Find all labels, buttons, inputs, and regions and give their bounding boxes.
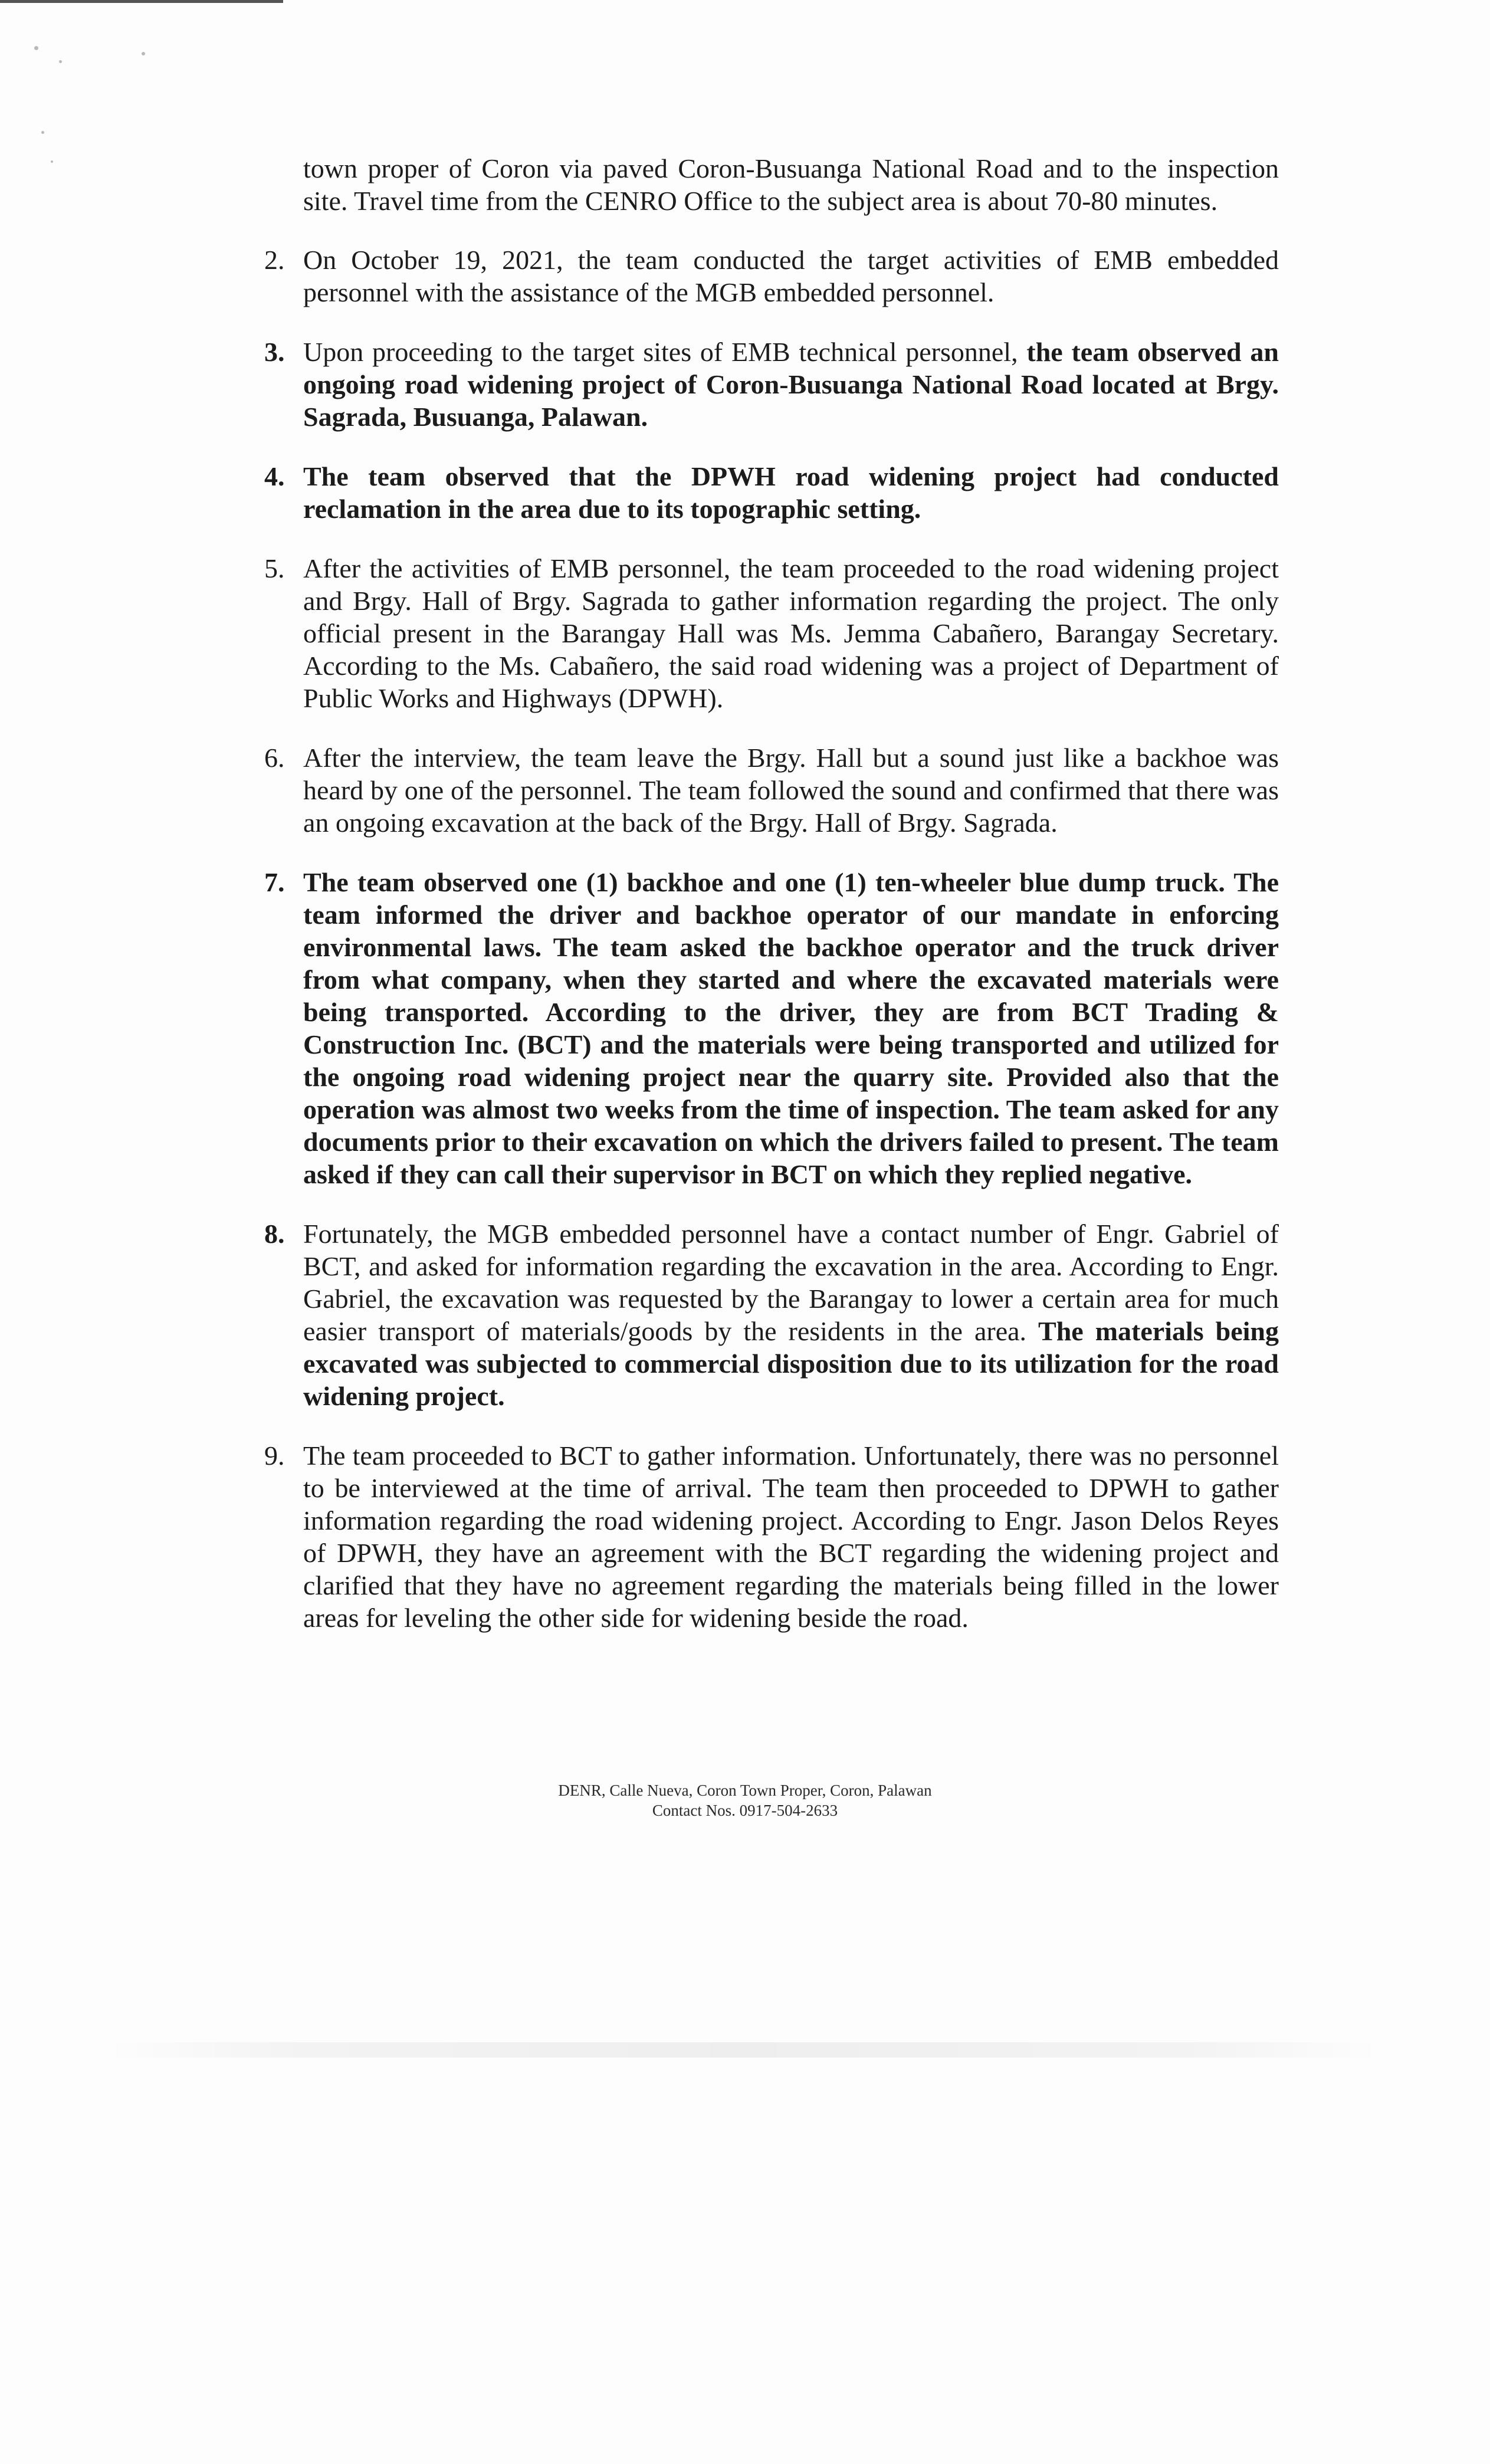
list-item xyxy=(264,244,1279,309)
list-item-text xyxy=(303,460,1279,525)
list-item-text xyxy=(303,1218,1279,1412)
list-item xyxy=(264,552,1279,714)
scan-bleed-through xyxy=(106,2042,1380,2058)
scan-speck xyxy=(51,160,53,163)
list-item-number: 6. xyxy=(264,743,285,773)
page-footer xyxy=(0,1780,1490,1820)
list-item-text xyxy=(303,1439,1279,1634)
text-segment: On October 19, 2021, the team conducted the target activities of EMB embedded personnel with the assistance of the MGB embedded personnel. xyxy=(303,245,1279,307)
list-item xyxy=(264,1218,1279,1412)
list-item-number: 2. xyxy=(264,245,285,275)
scan-speck xyxy=(34,46,38,50)
continuation-paragraph: town proper of Coron via paved Coron-Busuanga National Road and to the inspection site. Travel time from the CENRO Office to the subject area is about 70-80 minutes. xyxy=(303,153,1279,216)
text-segment: The team proceeded to BCT to gather information. Unfortunately, there was no personnel to be interviewed at the time of arrival. The team then proceeded to DPWH to gather information regarding the road widening project. According to Engr. Jason Delos Reyes of DPWH, they have an agreement with the BCT regarding the widening project and clarified that they have no agreement regarding the materials being filled in the lower areas for leveling the other side for widening beside the road. xyxy=(303,1441,1279,1633)
footer-contact: Contact Nos. 0917-504-2633 xyxy=(652,1802,838,1819)
scan-speck xyxy=(41,131,44,134)
bold-text-segment: The team observed that the DPWH road widening project had conducted reclamation in the area due to its topographic setting. xyxy=(303,461,1279,524)
list-item-number: 7. xyxy=(264,867,285,897)
list-item-number: 3. xyxy=(264,337,285,367)
list-item-number: 8. xyxy=(264,1219,285,1249)
footer-address: DENR, Calle Nueva, Coron Town Proper, Coron, Palawan xyxy=(558,1781,932,1799)
list-item-number: 9. xyxy=(264,1441,285,1471)
list-item-number: 4. xyxy=(264,461,285,491)
list-item xyxy=(264,1439,1279,1634)
list-item xyxy=(264,742,1279,839)
list-item-text xyxy=(303,336,1279,433)
list-item xyxy=(264,336,1279,433)
bold-text-segment: The team observed one (1) backhoe and one (1) ten-wheeler blue dump truck. The team informed the driver and backhoe operator of our mandate in enforcing environmental laws. The team asked the backhoe operator and the truck driver from what company, when they started and where the excavated materials were being transported. According to the driver, they are from BCT Trading & Construction Inc. (BCT) and the materials were being transported and utilized for the ongoing road widening project near the quarry site. Provided also that the operation was almost two weeks from the time of inspection. The team asked for any documents prior to their excavation on which the drivers failed to present. The team asked if they can call their supervisor in BCT on which they replied negative. xyxy=(303,867,1279,1189)
bold-text-segment: the team observed an ongoing road widening project of Coron-Busuanga National Road located at Brgy. Sagrada, Busuanga, Palawan. xyxy=(303,337,1279,432)
list-item-text xyxy=(303,742,1279,839)
document-body xyxy=(264,152,1279,1634)
list-item-number: 5. xyxy=(264,553,285,583)
bold-text-segment: The materials being excavated was subjected to commercial disposition due to its utilization for the road widening project. xyxy=(303,1316,1279,1411)
text-segment: Upon proceeding to the target sites of EMB technical personnel, xyxy=(303,337,1027,367)
text-segment: After the interview, the team leave the Brgy. Hall but a sound just like a backhoe was heard by one of the personnel. The team followed the sound and confirmed that there was an ongoing excavation at the back of the Brgy. Hall of Brgy. Sagrada. xyxy=(303,743,1279,838)
list-item-text xyxy=(303,866,1279,1190)
list-item xyxy=(264,866,1279,1190)
list-item xyxy=(264,460,1279,525)
list-item-text xyxy=(303,244,1279,309)
text-segment: Fortunately, the MGB embedded personnel have a contact number of Engr. Gabriel of BCT, and asked for information regarding the excavation in the area. According to Engr. Gabriel, the excavation was requested by the Barangay to lower a certain area for much easier transport of materials/goods by the residents in the area. xyxy=(303,1219,1279,1346)
scan-edge-line xyxy=(0,0,283,3)
scan-speck xyxy=(59,60,62,63)
text-segment: After the activities of EMB personnel, the team proceeded to the road widening project and Brgy. Hall of Brgy. Sagrada to gather information regarding the project. The only official present in the Barangay Hall was Ms. Jemma Cabañero, Barangay Secretary. According to the Ms. Cabañero, the said road widening was a project of Department of Public Works and Highways (DPWH). xyxy=(303,553,1279,713)
list-item-text xyxy=(303,552,1279,714)
scan-speck xyxy=(142,52,145,55)
